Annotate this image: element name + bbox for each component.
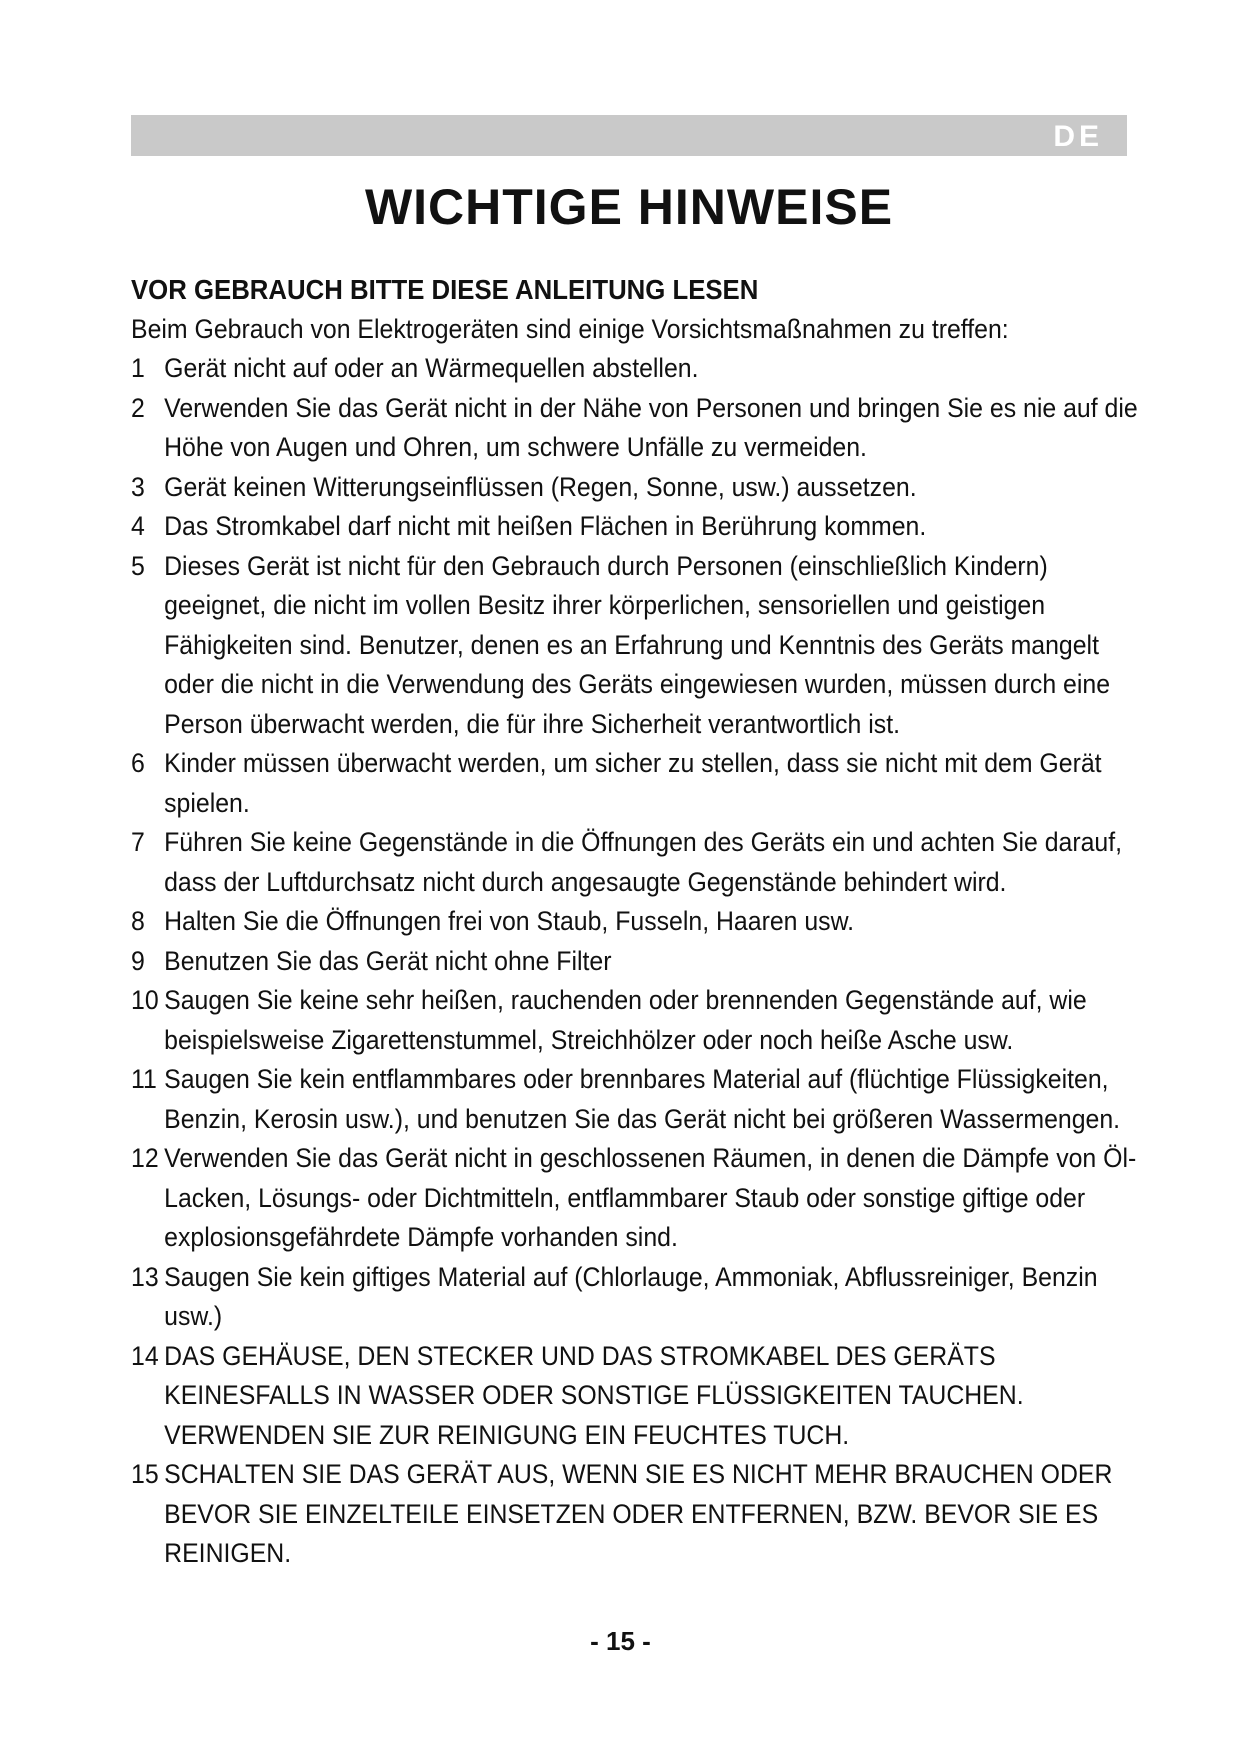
- list-item-number: 8: [131, 906, 145, 936]
- list-item: [131, 942, 1143, 982]
- list-item-number: 13: [131, 1261, 159, 1292]
- list-item-text: Dieses Gerät ist nicht für den Gebrauch durch Personen (einschließlich Kindern) geeignet, die nicht im vollen Besitz ihrer körperlichen, sensoriellen und geistigen Fähigkeiten sind. Benutzer, denen es an Erfahrung und Kenntnis des Geräts mangelt oder die nicht in die Verwendung des Geräts eingewiesen wurden, müssen durch eine Person überwacht werden, die für ihre Sicherheit verantwortlich ist.: [164, 550, 1111, 739]
- list-item: [131, 389, 1143, 468]
- list-item-number: 6: [131, 748, 145, 778]
- list-item: [131, 1139, 1143, 1258]
- list-item: [131, 744, 1143, 823]
- language-header-bar: [131, 115, 1127, 156]
- list-item-text: Kinder müssen überwacht werden, um sicher zu stellen, dass sie nicht mit dem Gerät spielen.: [164, 748, 1102, 818]
- list-item-number: 10: [131, 985, 159, 1015]
- list-item-number: 12: [131, 1143, 159, 1173]
- list-item-text: Gerät nicht auf oder an Wärmequellen abstellen.: [164, 353, 699, 383]
- list-item-text: Verwenden Sie das Gerät nicht in geschlossenen Räumen, in denen die Dämpfe von Öl-Lacken, Lösungs- oder Dichtmitteln, entflammbarer Staub oder sonstige giftige oder explosionsgefährdete Dämpfe vorhanden sind.: [164, 1143, 1137, 1252]
- list-item-number: 4: [131, 511, 145, 541]
- list-item-number: 7: [131, 827, 145, 857]
- list-item-text: Benutzen Sie das Gerät nicht ohne Filter: [164, 945, 612, 976]
- section-subheading: VOR GEBRAUCH BITTE DIESE ANLEITUNG LESEN: [131, 274, 759, 305]
- list-item-text: Saugen Sie kein entflammbares oder brennbares Material auf (flüchtige Flüssigkeiten, Benzin, Kerosin usw.), und benutzen Sie das Gerät nicht bei größeren Wassermengen.: [164, 1064, 1121, 1134]
- list-item-number: 5: [131, 550, 145, 581]
- list-item-text: Führen Sie keine Gegenstände in die Öffnungen des Geräts ein und achten Sie darauf, dass der Luftdurchsatz nicht durch angesaugte Gegenstände behindert wird.: [164, 827, 1123, 897]
- list-item: [131, 981, 1143, 1060]
- list-item: [131, 1258, 1143, 1337]
- language-label: DE: [1053, 120, 1103, 153]
- list-item: [131, 1337, 1143, 1456]
- list-item-number: 3: [131, 471, 145, 502]
- list-item-text: DAS GEHÄUSE, DEN STECKER UND DAS STROMKABEL DES GERÄTS KEINESFALLS IN WASSER ODER SONSTIGE FLÜSSIGKEITEN TAUCHEN. VERWENDEN SIE ZUR REINIGUNG EIN FEUCHTES TUCH.: [164, 1340, 1024, 1450]
- list-item: [131, 1455, 1143, 1574]
- page-title: WICHTIGE HINWEISE: [364, 179, 894, 235]
- list-item: [131, 507, 1143, 547]
- list-item: [131, 1060, 1143, 1139]
- page-number: - 15 -: [590, 1626, 651, 1656]
- document-body: [131, 270, 1143, 1574]
- list-item-number: 14: [131, 1340, 159, 1371]
- list-item-text: Gerät keinen Witterungseinflüssen (Regen, Sonne, usw.) aussetzen.: [164, 471, 917, 502]
- list-item-text: Saugen Sie keine sehr heißen, rauchenden oder brennenden Gegenstände auf, wie beispielsweise Zigarettenstummel, Streichhölzer oder noch heiße Asche usw.: [164, 985, 1087, 1055]
- list-item-number: 1: [131, 353, 145, 383]
- list-item: [131, 547, 1143, 745]
- list-item-text: SCHALTEN SIE DAS GERÄT AUS, WENN SIE ES NICHT MEHR BRAUCHEN ODER BEVOR SIE EINZELTEILE EINSETZEN ODER ENTFERNEN, BZW. BEVOR SIE ES REINIGEN.: [164, 1459, 1113, 1568]
- list-item: [131, 468, 1143, 508]
- list-item-text: Saugen Sie kein giftiges Material auf (Chlorlauge, Ammoniak, Abflussreiniger, Benzin usw.): [164, 1261, 1098, 1331]
- list-item: [131, 349, 1143, 389]
- list-item-text: Das Stromkabel darf nicht mit heißen Flächen in Berührung kommen.: [164, 511, 927, 541]
- list-item-number: 9: [131, 945, 145, 976]
- list-item: [131, 823, 1143, 902]
- list-item-number: 11: [131, 1064, 157, 1094]
- list-item-number: 2: [131, 392, 145, 423]
- list-item-text: Halten Sie die Öffnungen frei von Staub, Fusseln, Haaren usw.: [164, 906, 855, 936]
- safety-list: [131, 349, 1143, 1574]
- list-item-text: Verwenden Sie das Gerät nicht in der Nähe von Personen und bringen Sie es nie auf die Höhe von Augen und Ohren, um schwere Unfälle zu vermeiden.: [164, 392, 1138, 462]
- intro-paragraph: Beim Gebrauch von Elektrogeräten sind einige Vorsichtsmaßnahmen zu treffen:: [131, 313, 1009, 344]
- list-item-number: 15: [131, 1459, 159, 1489]
- list-item: [131, 902, 1143, 942]
